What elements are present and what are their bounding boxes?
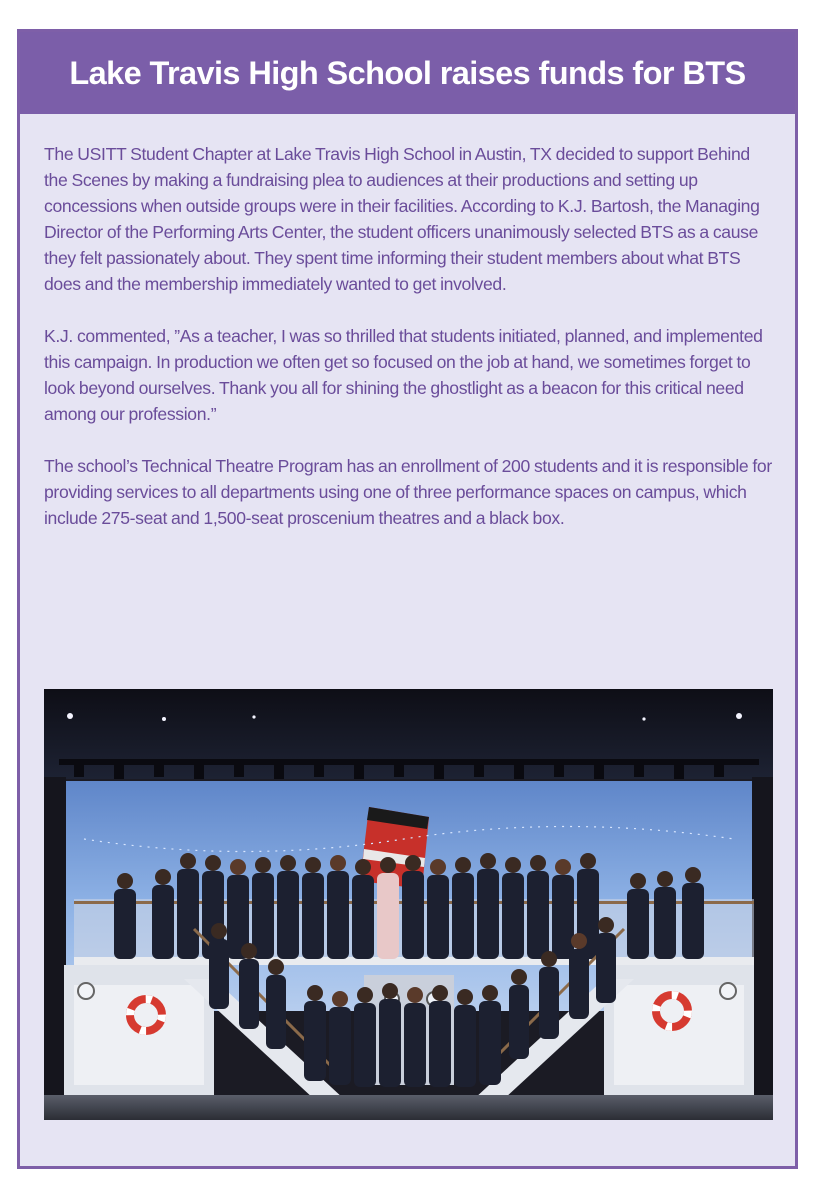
article-box xyxy=(17,29,798,1169)
article-header xyxy=(20,32,795,114)
article-title: Lake Travis High School raises funds for BTS xyxy=(69,54,746,91)
article-body xyxy=(20,114,795,531)
stage-group-photo xyxy=(44,689,773,1120)
paragraph-3: The school’s Technical Theatre Program has an enrollment of 200 students and it is responsible for providing services to all departments using one of three performance spaces on campus, which include 275-seat and 1,500-seat proscenium theatres and a black box. xyxy=(44,456,772,528)
paragraph-2: K.J. commented, ”As a teacher, I was so thrilled that students initiated, planned, and implemented this campaign. In production we often get so focused on the job at hand, we sometimes forget to look beyond ourselves. Thank you all for shining the ghostlight as a beacon for this critical need among our profession.” xyxy=(44,326,763,424)
paragraph-1: The USITT Student Chapter at Lake Travis High School in Austin, TX decided to support Behind the Scenes by making a fundraising plea to audiences at their productions and setting up concessions when outside groups were in their facilities. According to K.J. Bartosh, the Managing Director of the Performing Arts Center, the student officers unanimously selected BTS as a cause they felt passionately about. They spent time informing their student members about what BTS does and the membership immediately wanted to get involved. xyxy=(44,144,760,294)
